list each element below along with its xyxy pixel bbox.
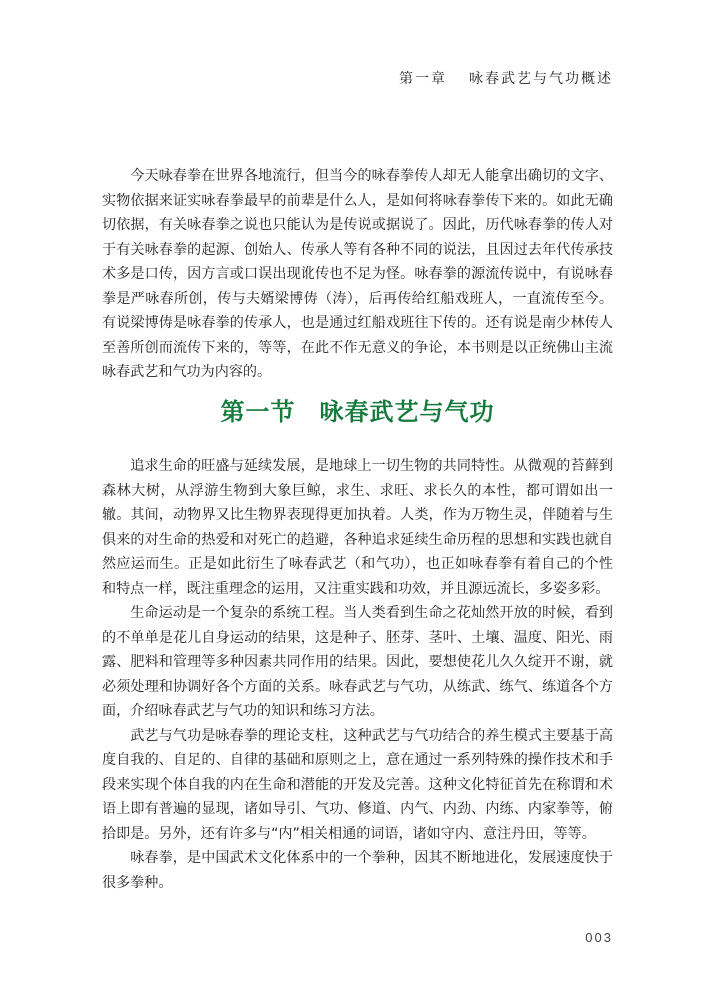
body-paragraph: 咏春拳，是中国武术文化体系中的一个拳种，因其不断地进化，发展速度快于很多拳种。 (102, 850, 613, 891)
intro-paragraph: 今天咏春拳在世界各地流行，但当今的咏春拳传人却无人能拿出确切的文字、实物依据来证实咏春拳最早的前辈是什么人，是如何将咏春拳传下来的。如此无确切依据，有关咏春拳之说也只能认为是传说或据说了。因此，历代咏春拳的传人对于有关咏春拳的起源、创始人、传承人等有各种不同的说法，且因过去年代传承技术多是口传，因方言或口误出现讹传也不足为怪。咏春拳的源流传说中，有说咏春拳是严咏春所创，传与夫婿梁博俦（涛），后再传给红船戏班人，一直流传至今。有说梁博俦是咏春拳的传承人，也是通过红船戏班往下传的。还有说是南少林传人至善所创而流传下来的，等等，在此不作无意义的争论，本书则是以正统佛山主流咏春武艺和气功为内容的。 (102, 168, 613, 380)
running-header (399, 68, 613, 88)
body-paragraph: 追求生命的旺盛与延续发展，是地球上一切生物的共同特性。从微观的苔藓到森林大树，从浮游生物到大象巨鲸，求生、求旺、求长久的本性，都可谓如出一辙。其间，动物界又比生物界表现得更加执着。人类，作为万物生灵，伴随着与生俱来的对生命的热爱和对死亡的趋避，各种追求延续生命历程的思想和实践也就自然应运而生。正是如此衍生了咏春武艺（和气功），也正如咏春拳有着自己的个性和特点一样，既注重理念的运用，又注重实践和功效，并且源远流长，多姿多彩。 (102, 458, 613, 597)
page-number: 003 (585, 930, 613, 945)
body-paragraph: 生命运动是一个复杂的系统工程。当人类看到生命之花灿然开放的时候，看到的不单单是花儿自身运动的结果，这是种子、胚芽、茎叶、土壤、温度、阳光、雨露、肥料和管理等多种因素共同作用的结果。因此，要想使花儿久久绽开不谢，就必须处理和协调好各个方面的关系。咏春武艺与气功，从练武、练气、练道各个方面，介绍咏春武艺与气功的知识和练习方法。 (102, 605, 613, 719)
chapter-number: 第一章 (399, 71, 447, 87)
intro-text (102, 164, 613, 385)
section-number: 第一节 (220, 397, 296, 426)
section-body (102, 454, 613, 895)
chapter-title: 咏春武艺与气功概述 (469, 71, 613, 87)
section-title: 咏春武艺与气功 (319, 397, 495, 426)
section-heading (0, 392, 715, 427)
body-paragraph: 武艺与气功是咏春拳的理论支柱，这种武艺与气功结合的养生模式主要基于高度自我的、自足的、自律的基础和原则之上，意在通过一系列特殊的操作技术和手段来实现个体自我的内在生命和潜能的开发及完善。这种文化特征首先在称谓和术语上即有普遍的显现，诸如导引、气功、修道、内气、内劲、内练、内家拳等，俯拾即是。另外，还有许多与“内”相关相通的词语，诸如守内、意注丹田，等等。 (102, 727, 613, 842)
